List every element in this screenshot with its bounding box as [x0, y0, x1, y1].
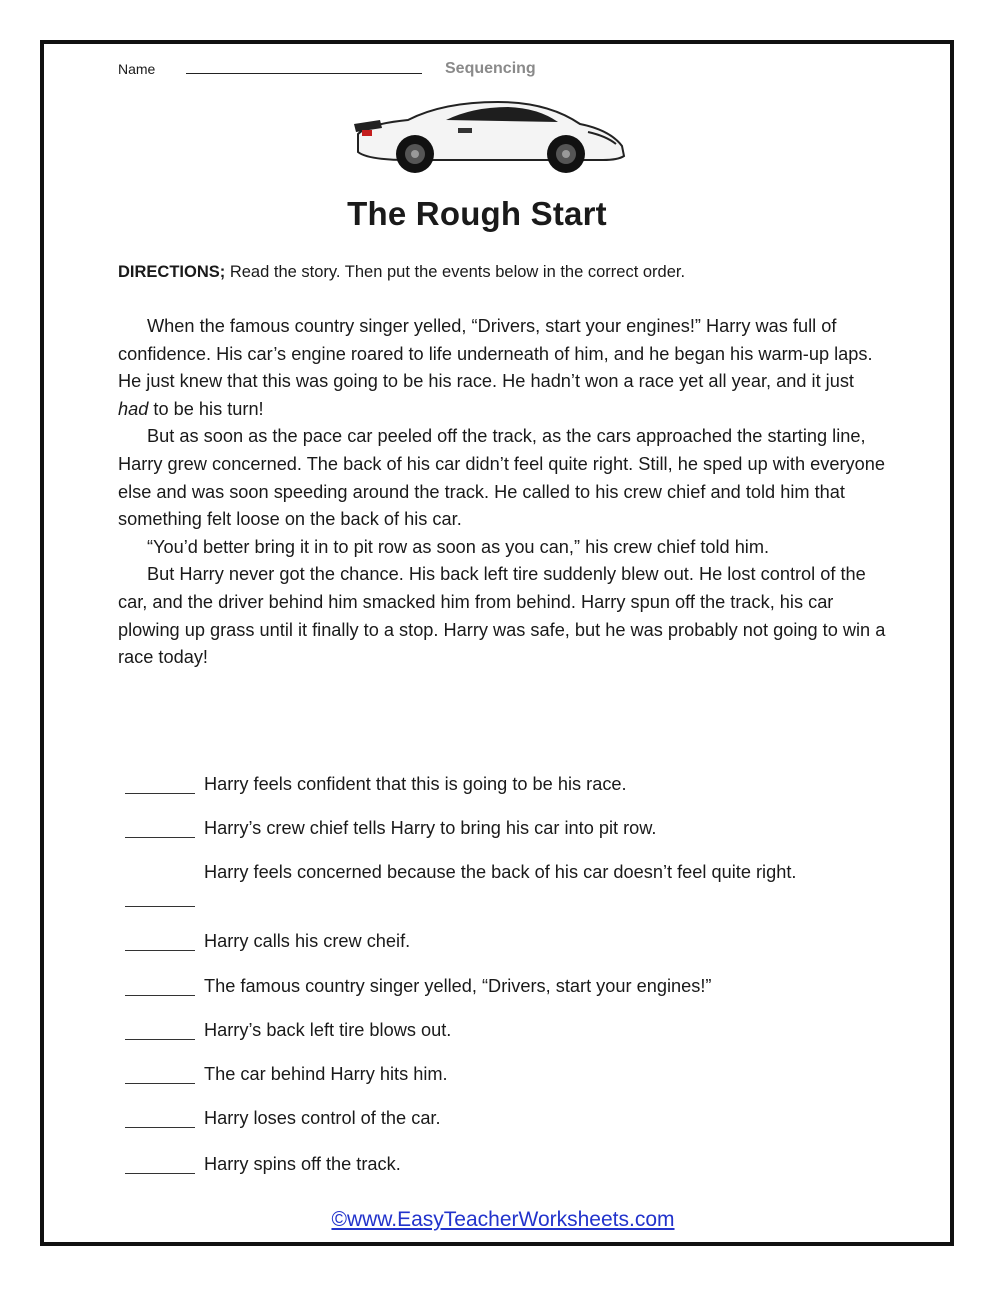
event-text: The famous country singer yelled, “Drivers, start your engines!” [204, 976, 712, 996]
story-text [118, 313, 888, 672]
story-paragraph-3: “You’d better bring it in to pit row as soon as you can,” his crew chief told him. [147, 536, 770, 557]
worksheet-title: The Rough Start [347, 195, 607, 232]
story-paragraph-2: But as soon as the pace car peeled off the track, as the cars approached the starting line, Harry grew concerned. The back of his car didn’t feel quite right. Still, he sped up with everyone else and was soon speeding around the track. He called to his crew chief and told him that something felt loose on the back of his car. [118, 426, 885, 530]
event-text: Harry spins off the track. [204, 1154, 401, 1174]
name-label: Name [118, 61, 156, 77]
answer-blank[interactable] [125, 793, 195, 794]
subject-heading: Sequencing [445, 60, 536, 77]
answer-blank[interactable] [125, 995, 195, 996]
answer-blank[interactable] [125, 1127, 195, 1128]
story-paragraph-1: When the famous country singer yelled, “Drivers, start your engines!” Harry was full of confidence. His car’s engine roared to life underneath of him, and he began his warm-up laps. He just knew that this was going to be his race. He hadn’t won a race yet all year, and it just had to be his turn! [118, 316, 873, 419]
footer-link[interactable]: ©www.EasyTeacherWorksheets.com [331, 1208, 675, 1231]
answer-blank[interactable] [125, 1039, 195, 1040]
event-text: Harry feels confident that this is going to be his race. [204, 774, 627, 794]
event-text: The car behind Harry hits him. [204, 1064, 448, 1084]
answer-blank[interactable] [125, 950, 195, 951]
answer-blank[interactable] [125, 837, 195, 838]
answer-blank[interactable] [125, 1173, 195, 1174]
event-text: Harry’s crew chief tells Harry to bring his car into pit row. [204, 818, 657, 838]
answer-blank[interactable] [125, 1083, 195, 1084]
directions-text: Read the story. Then put the events below in the correct order. [225, 263, 686, 281]
event-text: Harry loses control of the car. [204, 1108, 441, 1128]
race-car-illustration [348, 94, 630, 174]
answer-blank[interactable] [125, 906, 195, 907]
event-text: Harry feels concerned because the back of his car doesn’t feel quite right. [204, 862, 797, 882]
event-text: Harry calls his crew cheif. [204, 931, 411, 951]
directions-label: DIRECTIONS; [118, 263, 226, 281]
name-field-line[interactable] [186, 73, 422, 74]
event-text: Harry’s back left tire blows out. [204, 1020, 452, 1040]
story-paragraph-4: But Harry never got the chance. His back left tire suddenly blew out. He lost control of the car, and the driver behind him smacked him from behind. Harry spun off the track, his car plowing up grass until it finally to a stop. Harry was safe, but he was probably not going to win a race today! [118, 564, 886, 668]
directions [118, 263, 685, 282]
